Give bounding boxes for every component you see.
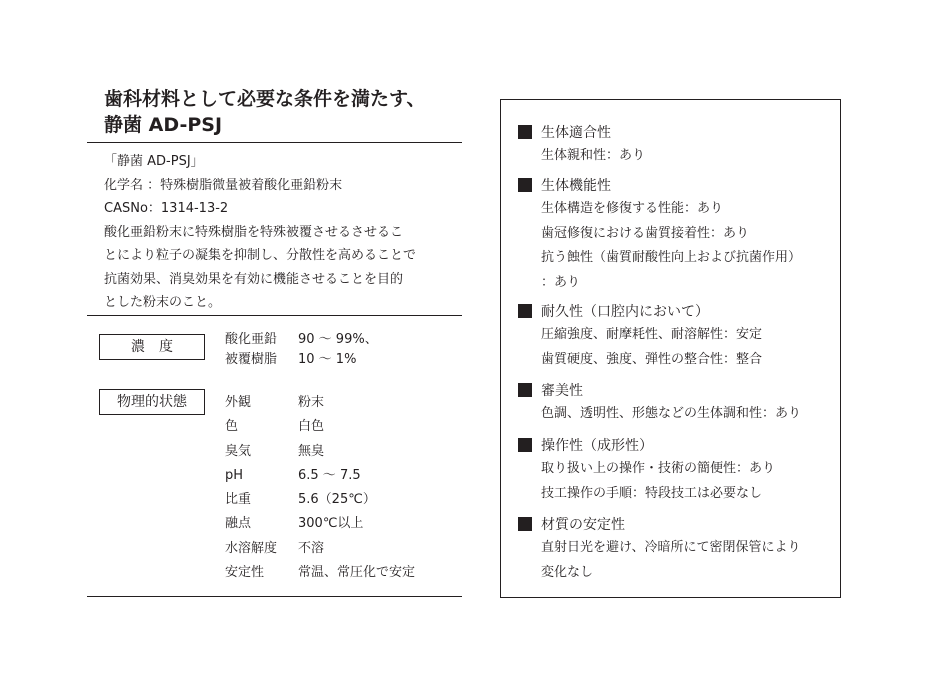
section-durability	[518, 299, 838, 372]
description-line: とした粉末のこと。	[104, 295, 222, 310]
concentration-label: 濃 度	[99, 334, 205, 360]
property-row	[225, 488, 415, 512]
property-key: pH	[225, 467, 244, 483]
description-line: とにより粒子の凝集を抑制し、分散性を高めることで	[104, 248, 417, 263]
page-heading	[104, 86, 464, 138]
property-row	[225, 415, 415, 439]
section-title-text: 材質の安定性	[541, 517, 625, 533]
concentration-row	[225, 350, 378, 370]
property-key: 安定性	[225, 565, 265, 581]
description-line: 抗菌効果、消臭効果を有効に機能させることを目的	[104, 271, 404, 287]
concentration-value: 90 〜 99%、	[298, 332, 378, 347]
concentration-key: 被覆樹脂	[225, 352, 278, 367]
property-key: 融点	[225, 516, 252, 532]
section-title	[518, 512, 838, 536]
square-bullet-icon	[518, 383, 532, 397]
section-biocompatibility	[518, 120, 838, 169]
property-key: 臭気	[225, 443, 252, 459]
section-title	[518, 378, 838, 402]
concentration-key: 酸化亜鉛	[225, 332, 278, 347]
section-item: 生体親和性：あり	[541, 148, 646, 163]
section-item: 取り扱い上の操作・技術の簡便性：あり	[541, 461, 776, 476]
description-line: 「静菌 AD-PSJ」	[104, 154, 204, 169]
property-row	[225, 512, 415, 536]
concentration-value: 10 〜 1%	[298, 352, 357, 367]
property-value: 5.6（25℃）	[298, 492, 376, 508]
concentration-row	[225, 330, 378, 350]
property-row	[225, 464, 415, 488]
property-row	[225, 561, 415, 585]
property-row	[225, 391, 415, 415]
square-bullet-icon	[518, 178, 532, 192]
heading-line-2: 静菌 AD-PSJ	[104, 114, 223, 136]
section-item: 圧縮強度、耐摩耗性、耐溶解性：安定	[541, 327, 763, 342]
section-item: 直射日光を避け、冷暗所にて密閉保管により	[541, 540, 801, 555]
property-key: 水溶解度	[225, 540, 278, 556]
divider-bottom	[87, 596, 462, 597]
concentration-table	[225, 330, 378, 370]
property-value: 6.5 〜 7.5	[298, 467, 361, 483]
section-title	[518, 173, 838, 197]
section-title-text: 操作性（成形性）	[541, 438, 653, 454]
divider-top	[87, 142, 462, 143]
description-line: CASNo：1314-13-2	[104, 201, 229, 216]
property-value: 不溶	[298, 540, 325, 556]
property-key: 色	[225, 419, 239, 435]
property-value: 300℃以上	[298, 516, 364, 532]
section-aesthetics	[518, 378, 838, 427]
section-item: ：あり	[541, 274, 581, 290]
property-value: 無臭	[298, 443, 325, 459]
heading-line-1: 歯科材料として必要な条件を満たす、	[104, 88, 426, 110]
section-title-text: 生体適合性	[541, 125, 611, 141]
section-biofunctionality	[518, 173, 838, 295]
description-line: 化学名 ：特殊樹脂微量被着酸化亜鉛粉末	[104, 177, 343, 193]
section-title	[518, 120, 838, 144]
section-title-text: 生体機能性	[541, 178, 611, 194]
square-bullet-icon	[518, 304, 532, 318]
section-item: 歯質硬度、強度、弾性の整合性：整合	[541, 351, 763, 367]
section-material-stability	[518, 512, 838, 585]
property-row	[225, 537, 415, 561]
section-item: 生体構造を修復する性能：あり	[541, 201, 724, 216]
square-bullet-icon	[518, 438, 532, 452]
section-title-text: 耐久性（口腔内において）	[541, 304, 709, 320]
section-title-text: 審美性	[541, 383, 583, 399]
divider-middle	[87, 315, 462, 316]
product-description	[104, 150, 460, 315]
section-title	[518, 433, 838, 457]
square-bullet-icon	[518, 125, 532, 139]
property-value: 白色	[298, 419, 325, 435]
physical-properties-table	[225, 391, 415, 585]
property-key: 外観	[225, 395, 252, 410]
physical-state-label: 物理的状態	[99, 389, 205, 415]
section-item: 歯冠修復における歯質接着性：あり	[541, 225, 750, 241]
section-workability	[518, 433, 838, 506]
section-item: 色調、透明性、形態などの生体調和性：あり	[541, 406, 802, 421]
section-item: 技工操作の手順：特段技工は必要なし	[541, 485, 763, 501]
section-item: 変化なし	[541, 564, 594, 580]
property-value: 粉末	[298, 395, 325, 410]
property-key: 比重	[225, 492, 252, 508]
property-value: 常温、常圧化で安定	[298, 565, 416, 581]
property-row	[225, 440, 415, 464]
section-item: 抗う蝕性（歯質耐酸性向上および抗菌作用）	[541, 250, 802, 265]
section-title	[518, 299, 838, 323]
description-line: 酸化亜鉛粉末に特殊樹脂を特殊被覆させるさせるこ	[104, 224, 404, 240]
square-bullet-icon	[518, 517, 532, 531]
requirements-panel	[500, 99, 841, 598]
